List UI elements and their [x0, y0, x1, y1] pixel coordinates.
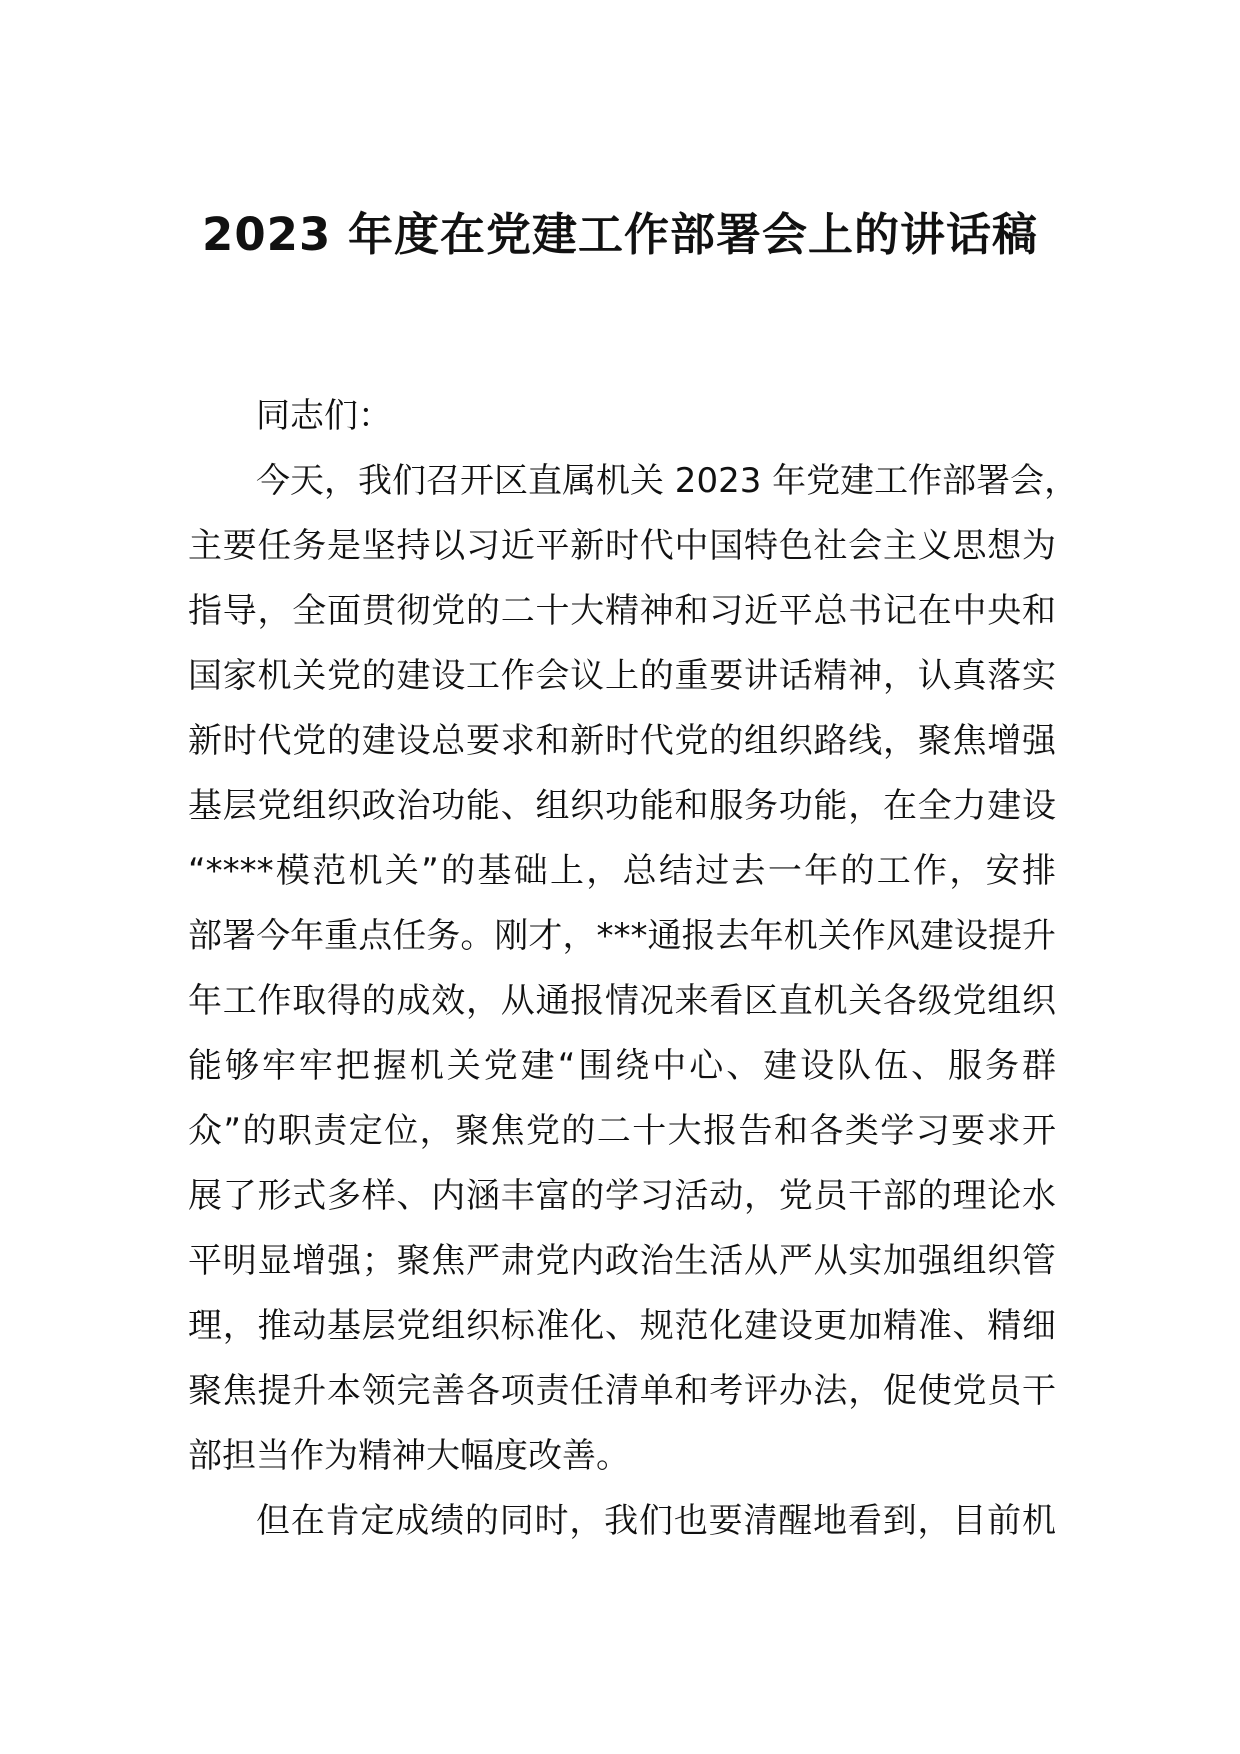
salutation-line: 同志们： [256, 396, 392, 436]
paragraph-1-line: 展了形式多样、内涵丰富的学习活动，党员干部的理论水 [188, 1176, 1056, 1216]
paragraph-1-line: 聚焦提升本领完善各项责任清单和考评办法，促使党员干 [188, 1371, 1056, 1411]
paragraph-1-line: 部署今年重点任务。刚才，***通报去年机关作风建设提升 [188, 916, 1056, 956]
paragraph-1-line: 平明显增强；聚焦严肃党内政治生活从严从实加强组织管 [188, 1241, 1056, 1281]
paragraph-1-line: 年工作取得的成效，从通报情况来看区直机关各级党组织 [188, 981, 1056, 1021]
paragraph-1-line: 国家机关党的建设工作会议上的重要讲话精神，认真落实 [188, 656, 1056, 696]
paragraph-1-line: 部担当作为精神大幅度改善。 [188, 1436, 630, 1476]
paragraph-1-line: 主要任务是坚持以习近平新时代中国特色社会主义思想为 [188, 526, 1056, 566]
paragraph-1-line: 新时代党的建设总要求和新时代党的组织路线，聚焦增强 [188, 721, 1056, 761]
paragraph-1-line: 众”的职责定位，聚焦党的二十大报告和各类学习要求开 [188, 1111, 1056, 1151]
paragraph-1-line: 今天，我们召开区直属机关 2023 年党建工作部署会， [256, 461, 1079, 501]
paragraph-1-line: “****模范机关”的基础上，总结过去一年的工作，安排 [188, 851, 1056, 891]
paragraph-1-line: 基层党组织政治功能、组织功能和服务功能，在全力建设 [188, 786, 1056, 826]
paragraph-2-line: 但在肯定成绩的同时，我们也要清醒地看到，目前机 [256, 1501, 1056, 1541]
document-title: 2023 年度在党建工作部署会上的讲话稿 [202, 208, 1038, 261]
paragraph-1-line: 指导，全面贯彻党的二十大精神和习近平总书记在中央和 [188, 591, 1056, 631]
document-body [188, 384, 1079, 1554]
paragraph-1-line: 理，推动基层党组织标准化、规范化建设更加精准、精细 [188, 1306, 1056, 1346]
paragraph-1-line: 能够牢牢把握机关党建“围绕中心、建设队伍、服务群 [188, 1046, 1056, 1086]
